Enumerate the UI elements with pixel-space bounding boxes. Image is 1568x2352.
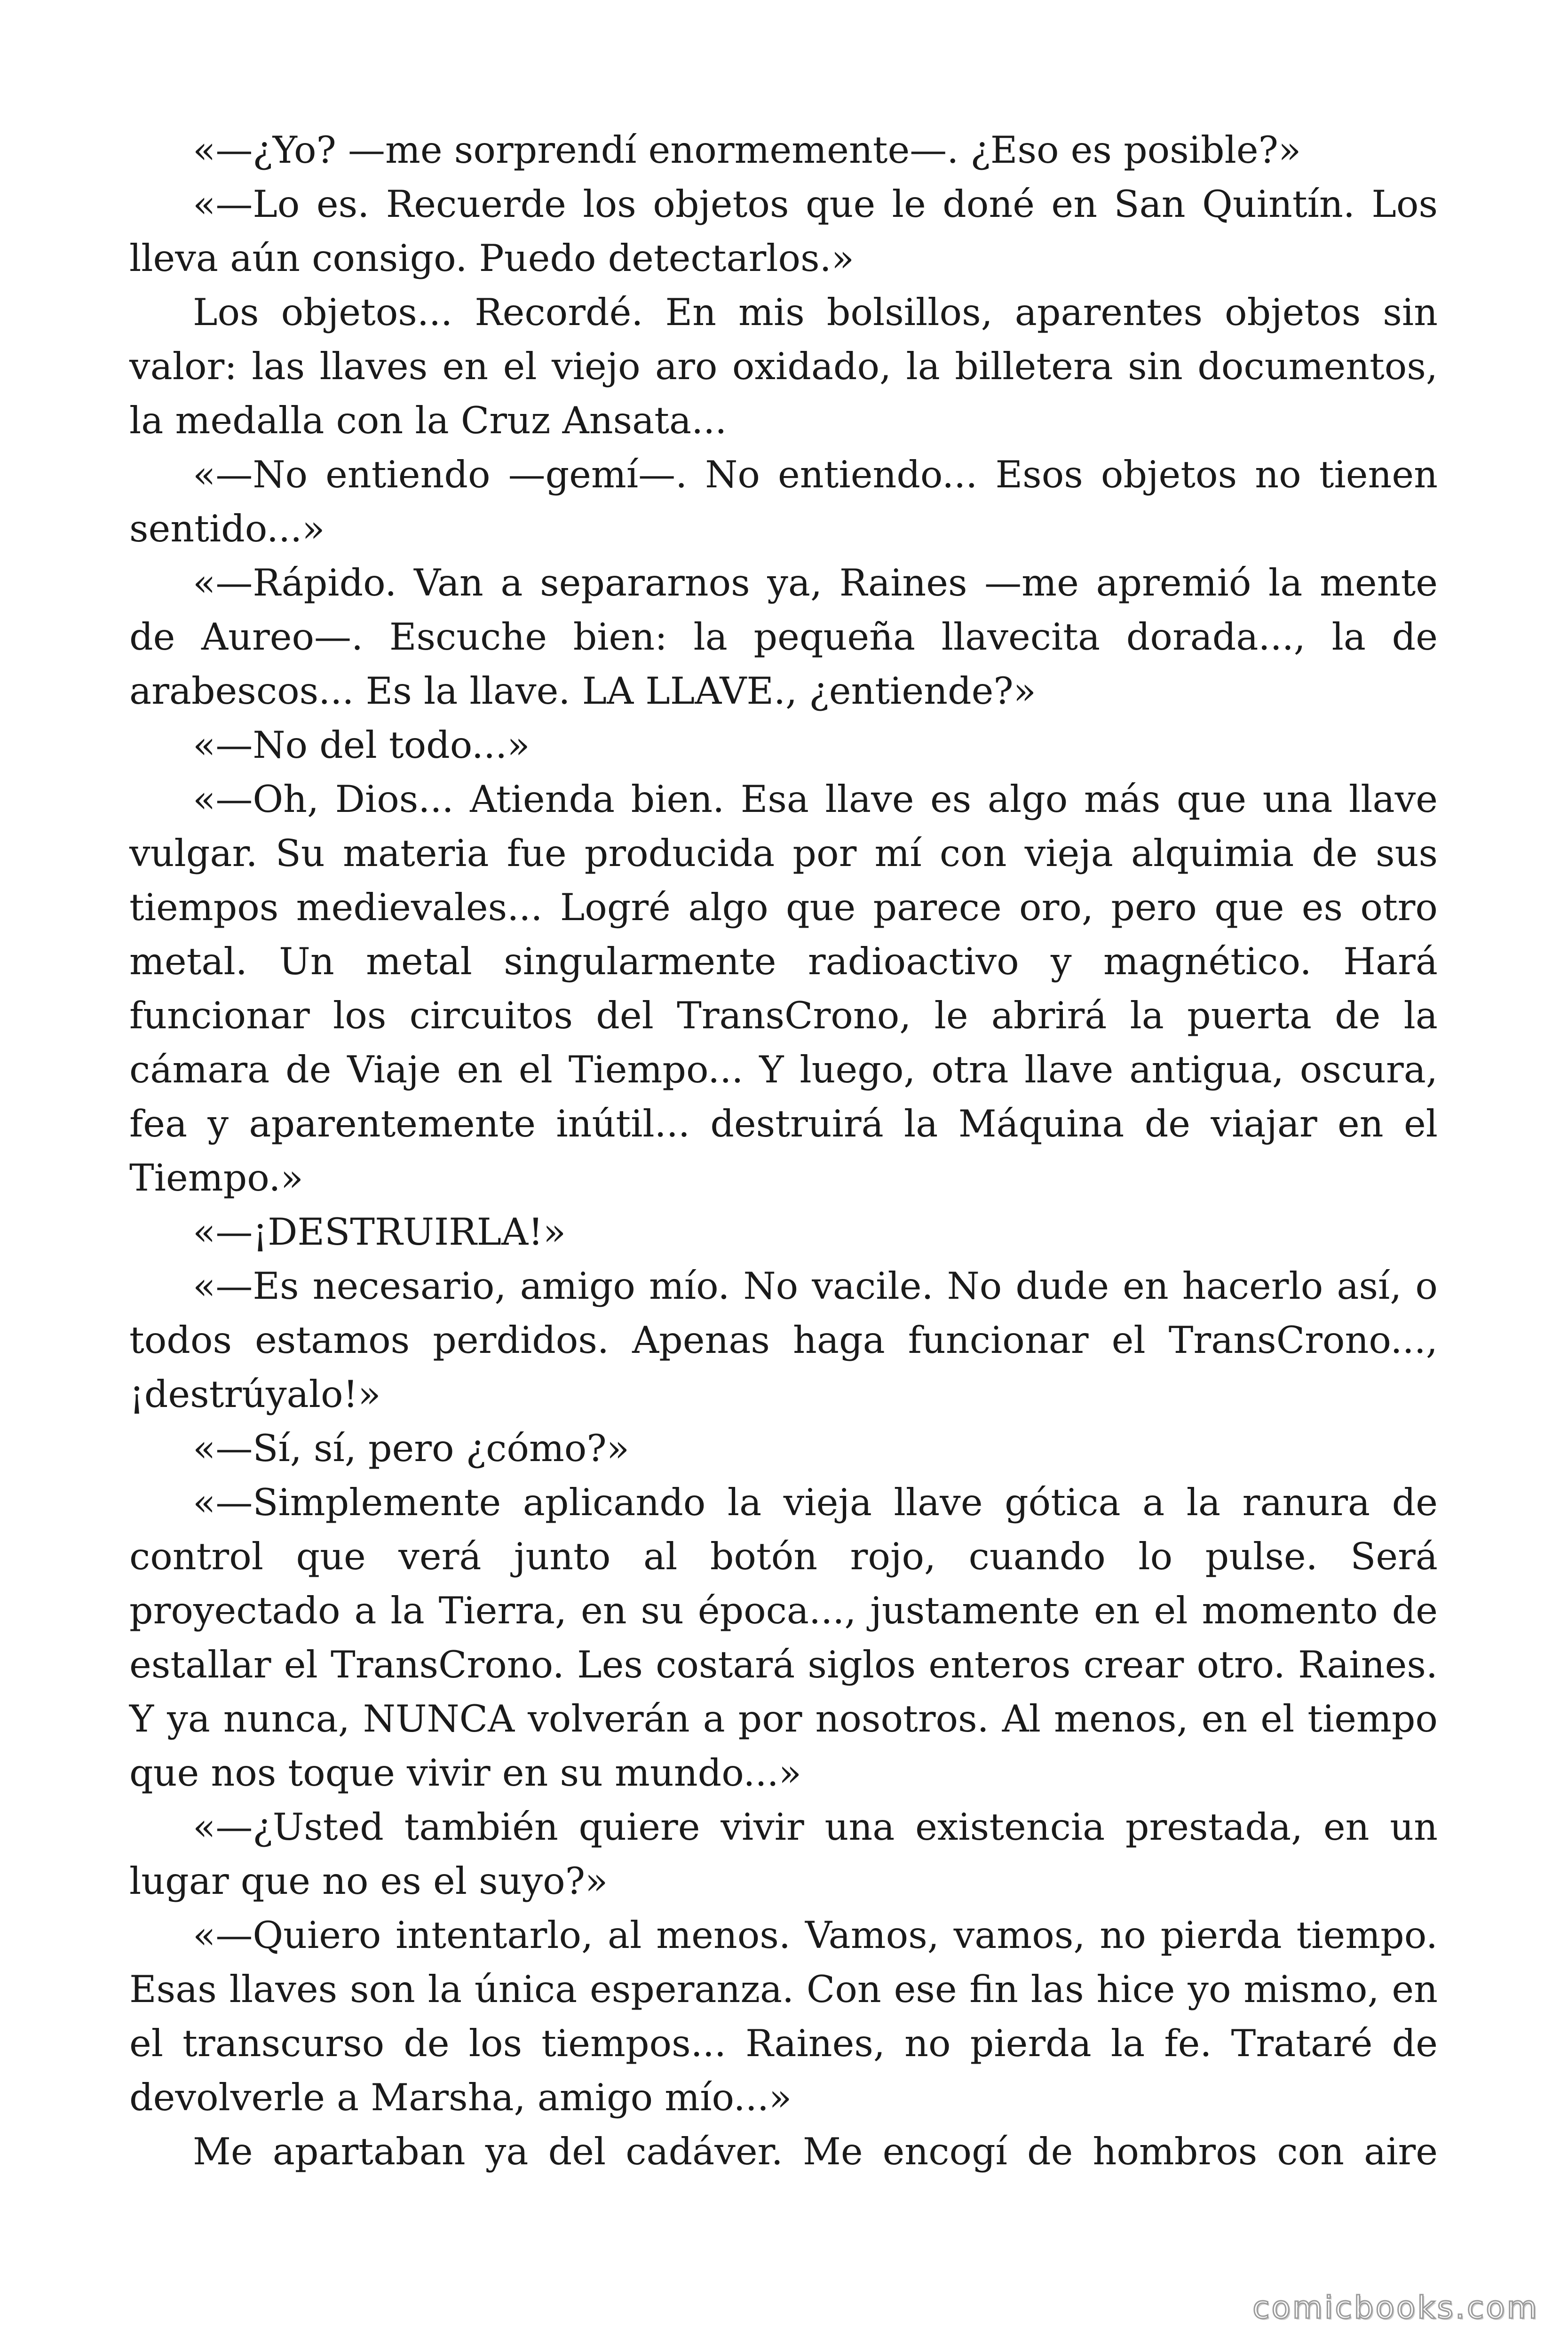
paragraph: «—No del todo...» bbox=[193, 723, 530, 767]
page-body bbox=[129, 123, 1438, 2179]
paragraph: «—Simplemente aplicando la vieja llave gótica a la ranura de control que verá junto al botón rojo, cuando lo pulse. Será proyectado a la Tierra, en su época..., justamente en el momento de estallar el TransCrono. Les costará siglos enteros crear otro. Raines. Y ya nunca, NUNCA volverán a por nosotros. Al menos, en el tiempo que nos toque vivir en su mundo...» bbox=[129, 1481, 1438, 1795]
paragraph: «—¿Usted también quiere vivir una existencia prestada, en un lugar que no es el suyo?» bbox=[129, 1805, 1438, 1903]
paragraph: «—¿Yo? —me sorprendí enormemente—. ¿Eso es posible?» bbox=[193, 128, 1301, 172]
watermark: comicbooks.com bbox=[1252, 2289, 1539, 2326]
paragraph: «—No entiendo —gemí—. No entiendo... Esos objetos no tienen sentido...» bbox=[129, 453, 1438, 550]
paragraph: «—Oh, Dios... Atienda bien. Esa llave es algo más que una llave vulgar. Su materia fue producida por mí con vieja alquimia de sus tiempos medievales... Logré algo que parece oro, pero que es otro metal. Un metal singularmente radioactivo y magnético. Hará funcionar los circuitos del TransCrono, le abrirá la puerta de la cámara de Viaje en el Tiempo... Y luego, otra llave antigua, oscura, fea y aparentemente inútil... destruirá la Máquina de viajar en el Tiempo.» bbox=[129, 778, 1438, 1200]
paragraph: «—¡DESTRUIRLA!» bbox=[193, 1210, 566, 1254]
paragraph: «—Rápido. Van a separarnos ya, Raines —me apremió la mente de Aureo—. Escuche bien: la pequeña llavecita dorada..., la de arabescos... Es la llave. LA LLAVE., ¿entiende?» bbox=[129, 561, 1438, 713]
paragraph: «—Es necesario, amigo mío. No vacile. No dude en hacerlo así, o todos estamos perdidos. Apenas haga funcionar el TransCrono..., ¡destrúyalo!» bbox=[129, 1264, 1438, 1416]
paragraph-continued: Me apartaban ya del cadáver. Me encogí de hombros con aire bbox=[193, 2130, 1438, 2173]
paragraph: «—Sí, sí, pero ¿cómo?» bbox=[193, 1427, 630, 1470]
paragraph: «—Quiero intentarlo, al menos. Vamos, vamos, no pierda tiempo. Esas llaves son la única esperanza. Con ese fin las hice yo mismo, en el transcurso de los tiempos... Raines, no pierda la fe. Trataré de devolverle a Marsha, amigo mío...» bbox=[129, 1914, 1438, 2119]
paragraph: Los objetos... Recordé. En mis bolsillos, aparentes objetos sin valor: las llaves en el viejo aro oxidado, la billetera sin documentos, la medalla con la Cruz Ansata... bbox=[129, 291, 1438, 442]
paragraph: «—Lo es. Recuerde los objetos que le doné en San Quintín. Los lleva aún consigo. Puedo detectarlos.» bbox=[129, 183, 1438, 280]
